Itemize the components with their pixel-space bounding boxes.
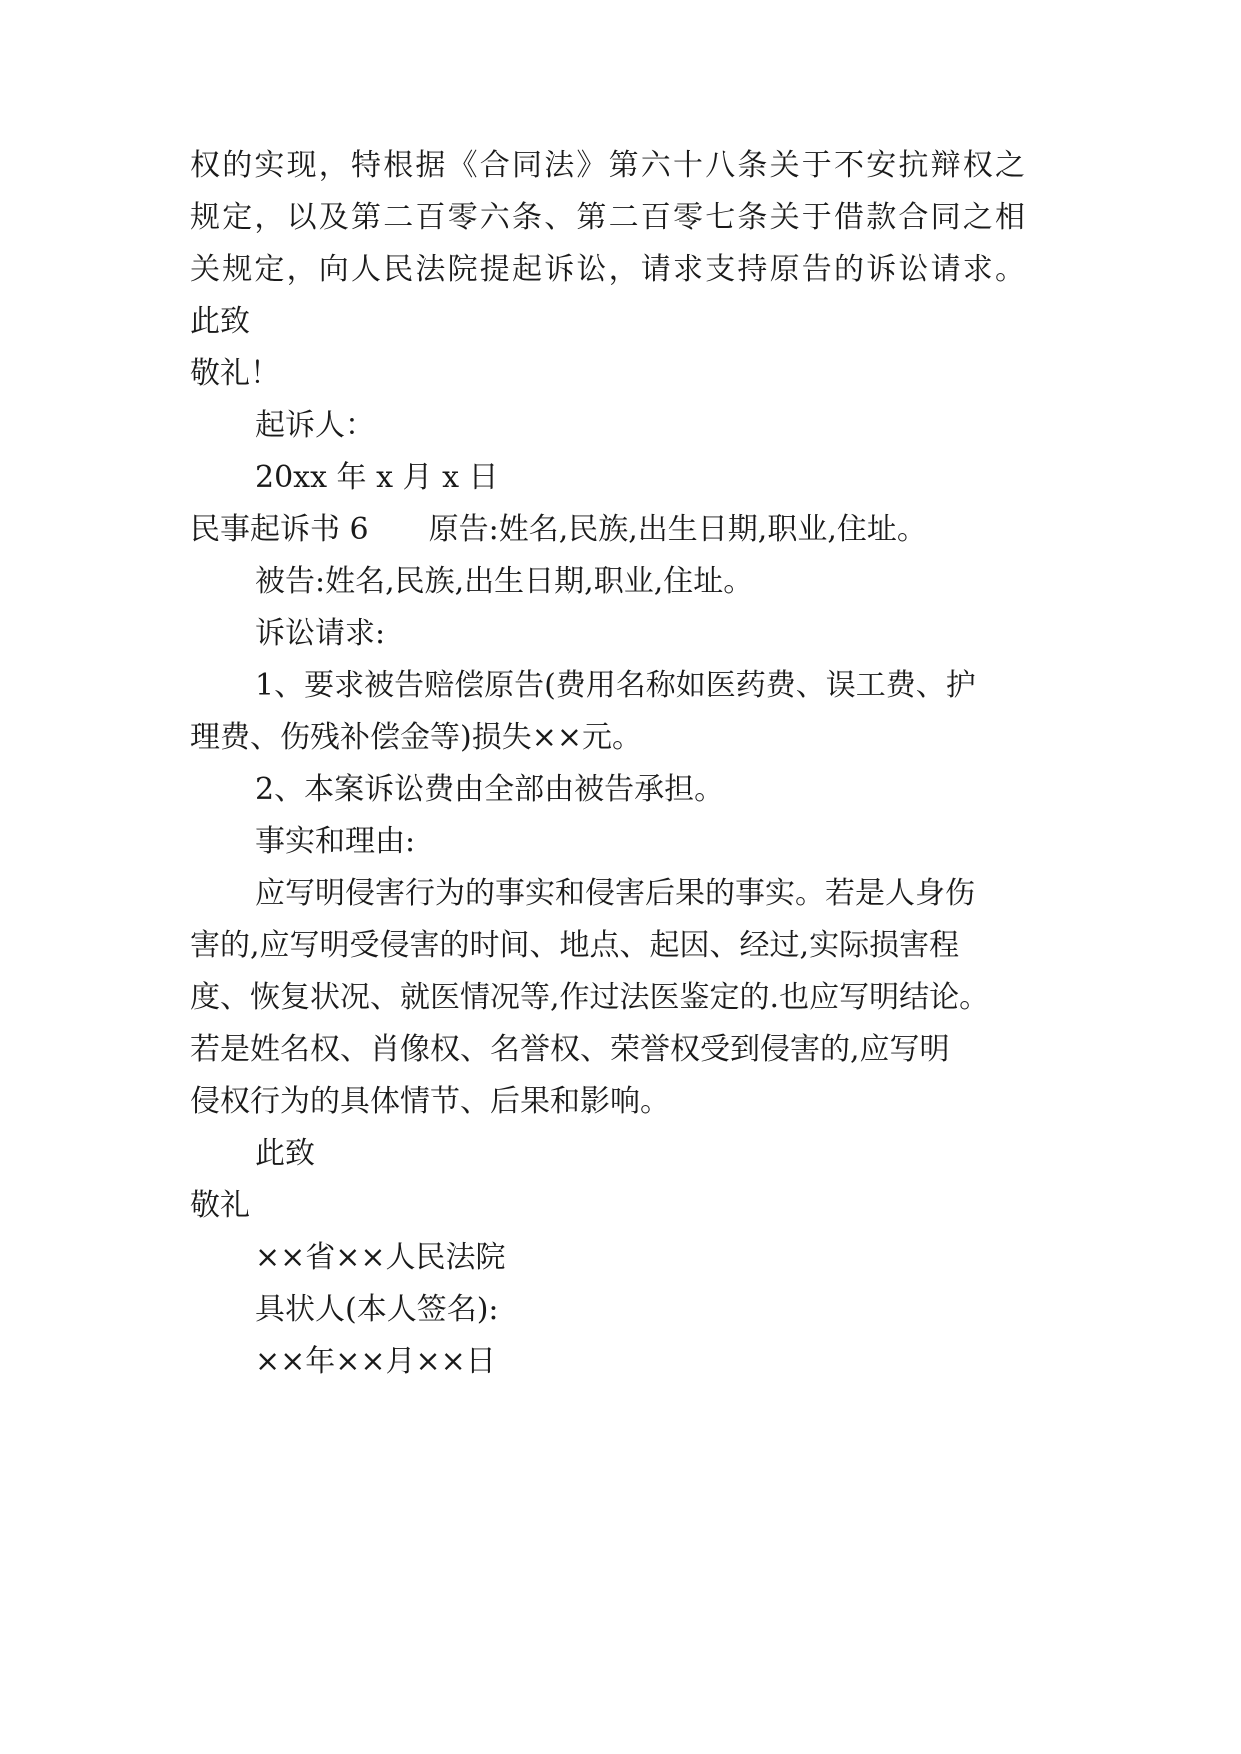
text-line: 2、本案诉讼费由全部由被告承担。	[255, 772, 725, 807]
text-line: 20xx 年 x 月 x 日	[255, 460, 499, 495]
text-line: ××省××人民法院	[255, 1240, 506, 1275]
text-line: ××年××月××日	[255, 1344, 496, 1379]
text-line: 理费、伤残补偿金等)损失××元。	[190, 720, 642, 755]
text-line: 起诉人：	[255, 408, 375, 443]
text-line: 敬礼	[190, 1188, 250, 1223]
text-line: 度、恢复状况、就医情况等,作过法医鉴定的.也应写明结论。	[190, 980, 990, 1015]
text-line: 1、要求被告赔偿原告(费用名称如医药费、误工费、护	[255, 668, 976, 703]
text-line: 诉讼请求:	[255, 616, 386, 651]
text-line: 此致	[255, 1136, 315, 1171]
text-line: 若是姓名权、肖像权、名誉权、荣誉权受到侵害的,应写明	[190, 1032, 950, 1067]
text-line: 敬礼！	[190, 356, 280, 391]
text-line: 规定，以及第二百零六条、第二百零七条关于借款合同之相	[190, 200, 1028, 235]
text-line: 害的,应写明受侵害的时间、地点、起因、经过,实际损害程	[190, 928, 960, 963]
text-line: 侵权行为的具体情节、后果和影响。	[190, 1084, 670, 1119]
text-line: 此致	[190, 304, 250, 339]
text-line: 民事起诉书 6 原告:姓名,民族,出生日期,职业,住址。	[190, 512, 927, 547]
text-line: 权的实现，特根据《合同法》第六十八条关于不安抗辩权之	[190, 148, 1028, 183]
text-line: 具状人(本人签名):	[255, 1292, 499, 1327]
text-line: 事实和理由:	[255, 824, 416, 859]
text-line: 关规定，向人民法院提起诉讼，请求支持原告的诉讼请求。	[190, 252, 1028, 287]
text-line: 应写明侵害行为的事实和侵害后果的事实。若是人身伤	[255, 876, 975, 911]
text-line: 被告:姓名,民族,出生日期,职业,住址。	[255, 564, 754, 599]
